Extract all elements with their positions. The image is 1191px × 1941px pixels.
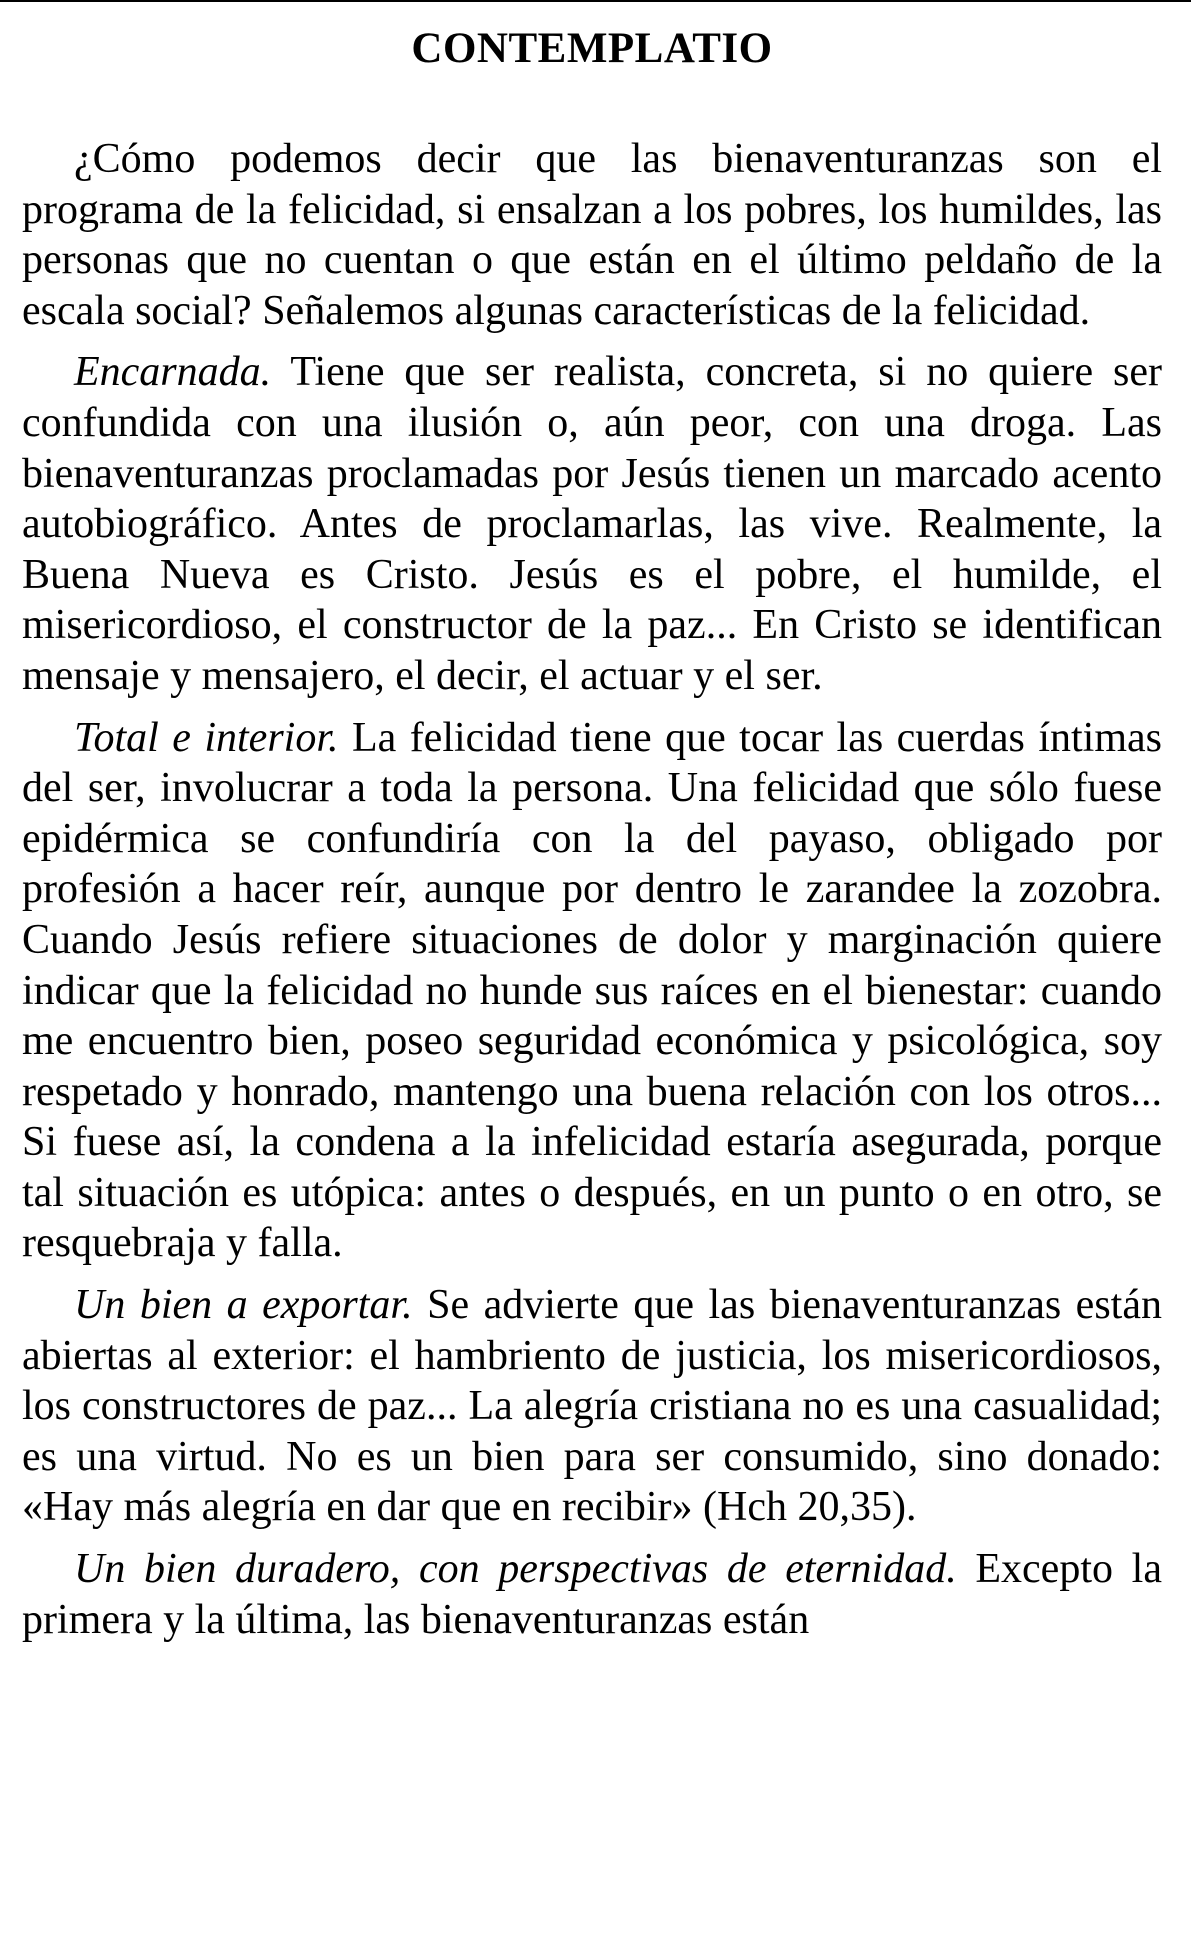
- paragraph-lead: Un bien a exportar.: [74, 1282, 413, 1329]
- paragraph-text: Se advierte que las bienaventuranzas están abiertas al exterior: el hambriento de justicia, los misericordiosos, los constructores de paz... La alegría cristiana no es una casualidad; es una virtud. No es un bien para ser consumido, sino donado: «Hay más alegría en dar que en recibir» (Hch 20,35).: [22, 1282, 1162, 1531]
- paragraph-lead: Un bien duradero, con perspectivas de eternidad.: [74, 1546, 957, 1593]
- paragraph-text: Excepto la primera y la última, las bienaventuranzas están: [22, 1546, 1162, 1643]
- top-rule: [0, 0, 1191, 2]
- page-content: [22, 22, 1162, 1656]
- page-title: CONTEMPLATIO: [411, 25, 773, 72]
- paragraph-bien-exportar: [22, 1280, 1162, 1533]
- paragraph-text: ¿Cómo podemos decir que las bienaventuranzas son el programa de la felicidad, si ensalzan a los pobres, los humildes, las personas que no cuentan o que están en el último peldaño de la escala social? Señalemos algunas características de la felicidad.: [22, 136, 1162, 334]
- paragraph-lead: Encarnada.: [74, 349, 272, 396]
- paragraph-text: La felicidad tiene que tocar las cuerdas íntimas del ser, involucrar a toda la persona. Una felicidad que sólo fuese epidérmica se confundiría con la del payaso, obligado por profesión a hacer reír, aunque por dentro le zarandee la zozobra. Cuando Jesús refiere situaciones de dolor y marginación quiere indicar que la felicidad no hunde sus raíces en el bienestar: cuando me encuentro bien, poseo seguridad económica y psicológica, soy respetado y honrado, mantengo una buena relación con los otros... Si fuese así, la condena a la infelicidad estaría asegurada, porque tal situación es utópica: antes o después, en un punto o en otro, se resquebraja y falla.: [22, 714, 1162, 1267]
- paragraph-encarnada: [22, 347, 1162, 701]
- paragraph-bien-duradero: [22, 1544, 1162, 1645]
- paragraph-lead: Total e interior.: [74, 714, 339, 761]
- paragraph-total-interior: [22, 713, 1162, 1270]
- paragraph-intro: [22, 134, 1162, 336]
- paragraph-text: Tiene que ser realista, concreta, si no quiere ser confundida con una ilusión o, aún peor, con una droga. Las bienaventuranzas proclamadas por Jesús tienen un marcado acento autobiográfico. Antes de proclamarlas, las vive. Realmente, la Buena Nueva es Cristo. Jesús es el pobre, el humilde, el misericordioso, el constructor de la paz... En Cristo se identifican mensaje y mensajero, el decir, el actuar y el ser.: [22, 349, 1162, 699]
